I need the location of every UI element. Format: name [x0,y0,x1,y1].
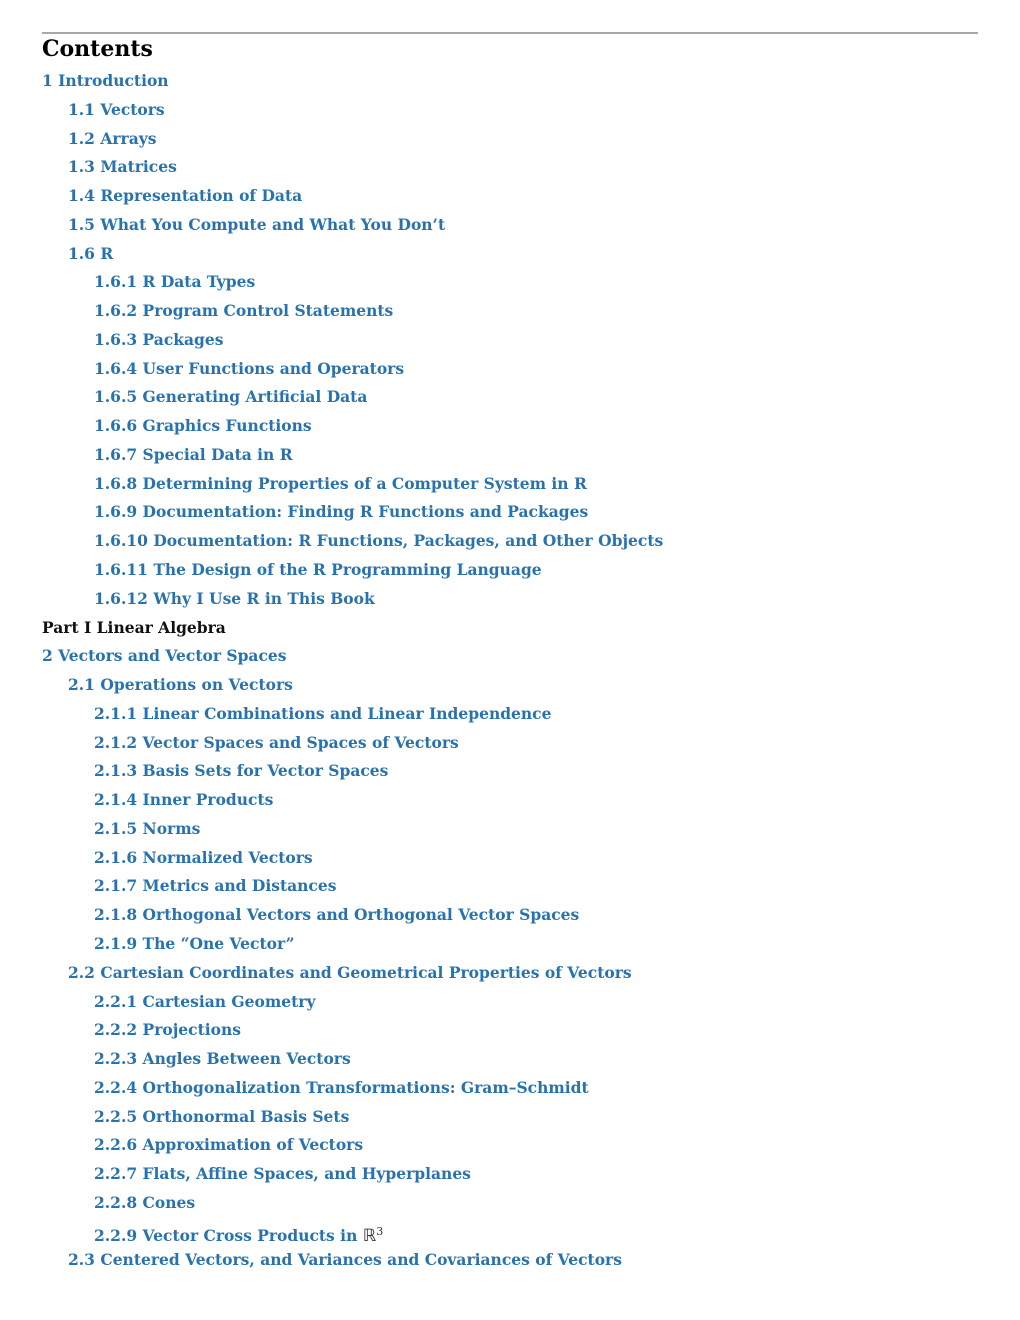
toc-entry-text: 1.2 Arrays [68,128,157,148]
toc-link[interactable] [42,646,286,665]
toc-entry[interactable] [0,441,1020,470]
toc-entry-text: Part I Linear Algebra [42,617,226,637]
toc-entry-text: 2.2.3 Angles Between Vectors [94,1049,351,1069]
toc-link[interactable] [94,301,393,320]
toc-link[interactable] [94,387,367,406]
toc-entry-text: 1.6.1 R Data Types [94,272,256,292]
toc-entry[interactable] [0,470,1020,499]
toc-entry[interactable] [0,729,1020,758]
toc-entry[interactable] [0,326,1020,355]
toc-entry-text: 2.1 Operations on Vectors [68,675,293,695]
toc-link[interactable] [94,502,588,521]
toc-entry[interactable] [0,412,1020,441]
toc-entry[interactable] [0,1131,1020,1160]
toc-entry[interactable] [0,786,1020,815]
toc-entry[interactable] [0,96,1020,125]
toc-entry[interactable] [0,1218,1020,1247]
toc-entry-text: 2 Vectors and Vector Spaces [42,646,287,666]
toc-link[interactable] [94,761,388,780]
toc-link[interactable] [94,1164,471,1183]
toc-entry[interactable] [0,1160,1020,1189]
toc-entry-text: 2.3 Centered Vectors, and Variances and Covariances of Vectors [68,1250,622,1270]
toc-entry[interactable] [0,153,1020,182]
toc-entry[interactable] [0,585,1020,614]
toc-entry-text: 2.1.9 The “One Vector” [94,933,295,953]
toc-link[interactable] [94,1193,195,1212]
toc-entry[interactable] [0,872,1020,901]
toc-entry-text: 2.1.8 Orthogonal Vectors and Orthogonal Vector Spaces [94,905,580,925]
toc-link[interactable] [94,876,336,895]
toc-entry-text: 2.1.5 Norms [94,818,201,838]
toc-entry-text: 1.6.9 Documentation: Finding R Functions and Packages [94,502,589,522]
toc-entry[interactable] [0,355,1020,384]
toc-entry[interactable] [0,297,1020,326]
toc-entry-text: 2.1.1 Linear Combinations and Linear Independence [94,703,552,723]
toc-entry-text: 2.2.2 Projections [94,1020,241,1040]
toc-link[interactable] [68,963,632,982]
toc-entry[interactable] [0,211,1020,240]
toc-entry[interactable] [0,498,1020,527]
toc-link[interactable] [42,71,169,90]
toc-entry-text: 1.6.4 User Functions and Operators [94,358,405,378]
toc-link[interactable] [94,416,312,435]
toc-entry-text: 2.1.3 Basis Sets for Vector Spaces [94,761,389,781]
toc-link[interactable] [68,157,177,176]
toc-entry-text: 1.5 What You Compute and What You Don’t [68,214,446,234]
toc-link[interactable] [94,1107,349,1126]
toc-entry-text: 1.4 Representation of Data [68,186,303,206]
toc-entry-text: 2.2.6 Approximation of Vectors [94,1135,364,1155]
toc-entry[interactable] [0,901,1020,930]
toc-link[interactable] [94,1226,383,1245]
toc-link[interactable] [68,129,157,148]
toc-entry-text: 1.6.12 Why I Use R in This Book [94,588,375,608]
toc-entry-text: 2.1.6 Normalized Vectors [94,847,313,867]
toc-entry-text: 2.2.4 Orthogonalization Transformations: Gram–Schmidt [94,1077,589,1097]
math-superscript: 3 [376,1224,384,1238]
toc-entry-text: 2.1.4 Inner Products [94,790,274,810]
toc-entry-text: 1.3 Matrices [68,157,177,177]
toc-entry-text: 1.6.6 Graphics Functions [94,416,312,436]
header-rule [42,32,978,34]
toc-entry-text: 2.2.5 Orthonormal Basis Sets [94,1106,350,1126]
toc-link[interactable] [94,848,313,867]
toc-link[interactable] [94,330,223,349]
toc-link[interactable] [94,934,295,953]
toc-entry[interactable] [0,844,1020,873]
toc-entry-text: 1.6.2 Program Control Statements [94,301,394,321]
toc-entry-text: 2.2.1 Cartesian Geometry [94,991,316,1011]
toc-link[interactable] [68,186,302,205]
toc-link[interactable] [94,819,200,838]
toc-entry-text: 1.6 R [68,243,114,263]
toc-entry-text: 2.1.2 Vector Spaces and Spaces of Vectors [94,732,459,752]
toc-entry[interactable] [0,642,1020,671]
toc-link[interactable] [94,905,579,924]
toc-link[interactable] [68,1250,622,1269]
toc-link[interactable] [68,215,445,234]
toc-entry-text: 2.2.9 Vector Cross Products in [94,1225,363,1245]
toc-link[interactable] [94,560,542,579]
math-real-numbers-symbol: ℝ [362,1225,377,1246]
toc-entry[interactable] [0,182,1020,211]
toc-entry[interactable] [0,1246,1020,1275]
toc-entry-text: 1 Introduction [42,71,169,90]
toc-entry[interactable] [0,383,1020,412]
toc-entry[interactable] [0,268,1020,297]
toc-entry[interactable] [0,815,1020,844]
toc-entry[interactable] [0,988,1020,1017]
toc-entry-text: 1.6.8 Determining Properties of a Computer System in R [94,473,587,493]
toc-entry[interactable] [0,700,1020,729]
table-of-contents [0,67,1020,1275]
toc-entry[interactable] [0,1074,1020,1103]
toc-entry-text: 1.6.11 The Design of the R Programming Language [94,560,542,580]
toc-entry[interactable] [0,1016,1020,1045]
toc-entry[interactable] [0,240,1020,269]
toc-entry[interactable] [0,671,1020,700]
toc-part-heading [0,614,1020,643]
toc-entry-text: 1.6.3 Packages [94,329,224,349]
toc-entry-text: 1.6.7 Special Data in R [94,444,293,464]
toc-entry-text: 1.6.5 Generating Artificial Data [94,387,368,407]
toc-entry-text: 2.2.8 Cones [94,1192,196,1212]
toc-link[interactable] [94,1078,589,1097]
toc-link[interactable] [94,531,663,550]
toc-link[interactable] [68,244,113,263]
toc-link[interactable] [94,1020,241,1039]
toc-link[interactable] [94,1135,363,1154]
toc-entry[interactable] [0,556,1020,585]
toc-entry[interactable] [0,1189,1020,1218]
toc-entry[interactable] [0,125,1020,154]
toc-entry-text: 2.2 Cartesian Coordinates and Geometrical Properties of Vectors [68,962,632,982]
toc-link[interactable] [94,445,293,464]
toc-link[interactable] [94,272,255,291]
contents-heading: Contents [42,36,153,62]
toc-entry[interactable] [0,67,1020,96]
toc-link[interactable] [68,675,293,694]
toc-link[interactable] [94,790,273,809]
toc-entry[interactable] [0,1103,1020,1132]
toc-entry[interactable] [0,1045,1020,1074]
toc-link[interactable] [94,733,459,752]
toc-entry[interactable] [0,959,1020,988]
toc-link[interactable] [68,100,165,119]
toc-link[interactable] [94,474,587,493]
toc-link[interactable] [94,359,404,378]
toc-entry-text: 1.6.10 Documentation: R Functions, Packages, and Other Objects [94,531,664,551]
toc-entry[interactable] [0,527,1020,556]
toc-entry[interactable] [0,930,1020,959]
toc-part-label [42,618,226,637]
toc-link[interactable] [94,992,315,1011]
toc-link[interactable] [94,589,375,608]
toc-entry-text: 1.1 Vectors [68,99,165,119]
toc-entry-text: 2.1.7 Metrics and Distances [94,876,337,896]
toc-entry[interactable] [0,757,1020,786]
toc-entry-text: 2.2.7 Flats, Affine Spaces, and Hyperplanes [94,1164,471,1184]
toc-link[interactable] [94,1049,351,1068]
toc-link[interactable] [94,704,552,723]
